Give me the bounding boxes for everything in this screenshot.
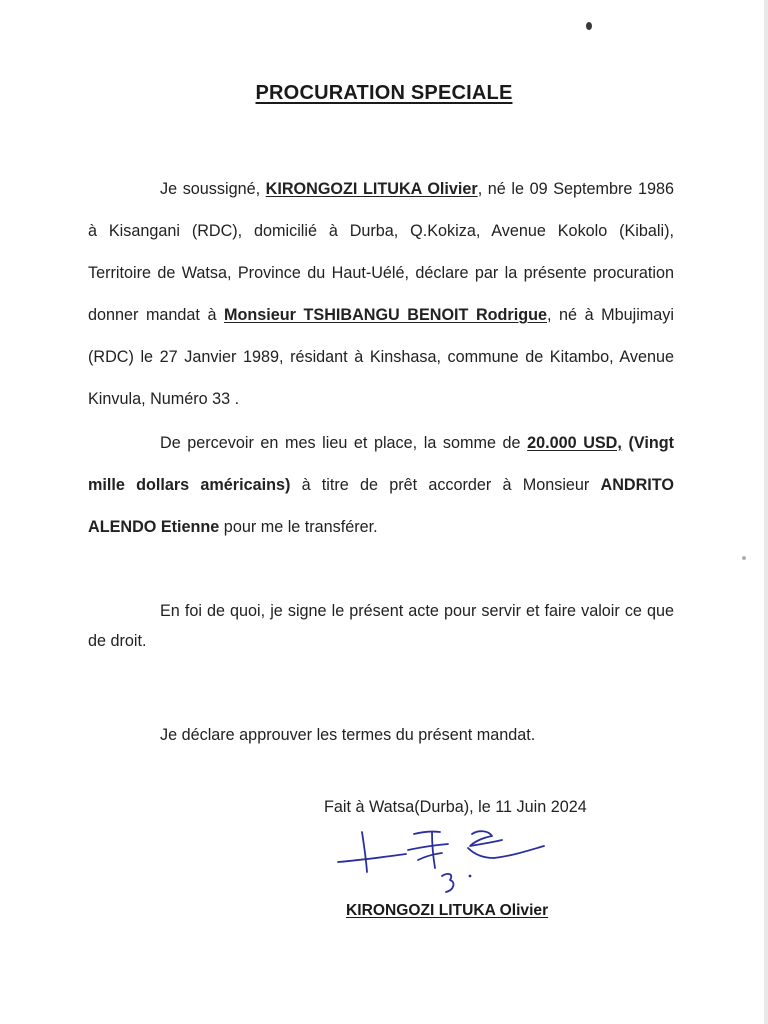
scan-edge xyxy=(764,0,768,1024)
handwritten-signature xyxy=(322,820,562,910)
paragraph-approval: Je déclare approuver les termes du présent mandat. xyxy=(160,726,536,744)
beneficiary-name: ANDRITO ALENDO Etienne xyxy=(88,476,674,536)
agent-name: Monsieur TSHIBANGU BENOIT Rodrigue xyxy=(224,306,547,324)
amount-value: 20.000 USD, xyxy=(527,434,622,452)
paragraph-mandate: Je soussigné, KIRONGOZI LITUKA Olivier, né le 09 Septembre 1986 à Kisangani (RDC), domicilié à Durba, Q.Kokiza, Avenue Kokolo (Kibali), Territoire de Watsa, Province du Haut-Uélé, déclare par la présente procuration donner mandat à Monsieur TSHIBANGU BENOIT Rodrigue, né à Mbujimayi (RDC) le 27 Janvier 1989, résidant à Kinshasa, commune de Kitambo, Avenue Kinvula, Numéro 33 . xyxy=(88,180,674,408)
amount-words: (Vingt mille dollars américains) xyxy=(88,434,675,494)
document-title: PROCURATION SPECIALE xyxy=(255,82,513,104)
paragraph-attestation: En foi de quoi, je signe le présent acte pour servir et faire valoir ce que de droit. xyxy=(88,602,674,650)
place-and-date: Fait à Watsa(Durba), le 11 Juin 2024 xyxy=(324,798,587,816)
scan-speck xyxy=(742,556,746,560)
scan-speck xyxy=(586,22,592,30)
signer-name: KIRONGOZI LITUKA Olivier xyxy=(346,902,549,919)
principal-name: KIRONGOZI LITUKA Olivier xyxy=(265,180,478,198)
paragraph-amount: De percevoir en mes lieu et place, la somme de 20.000 USD, (Vingt mille dollars américains) à titre de prêt accorder à Monsieur ANDRITO ALENDO Etienne pour me le transférer. xyxy=(88,434,675,536)
